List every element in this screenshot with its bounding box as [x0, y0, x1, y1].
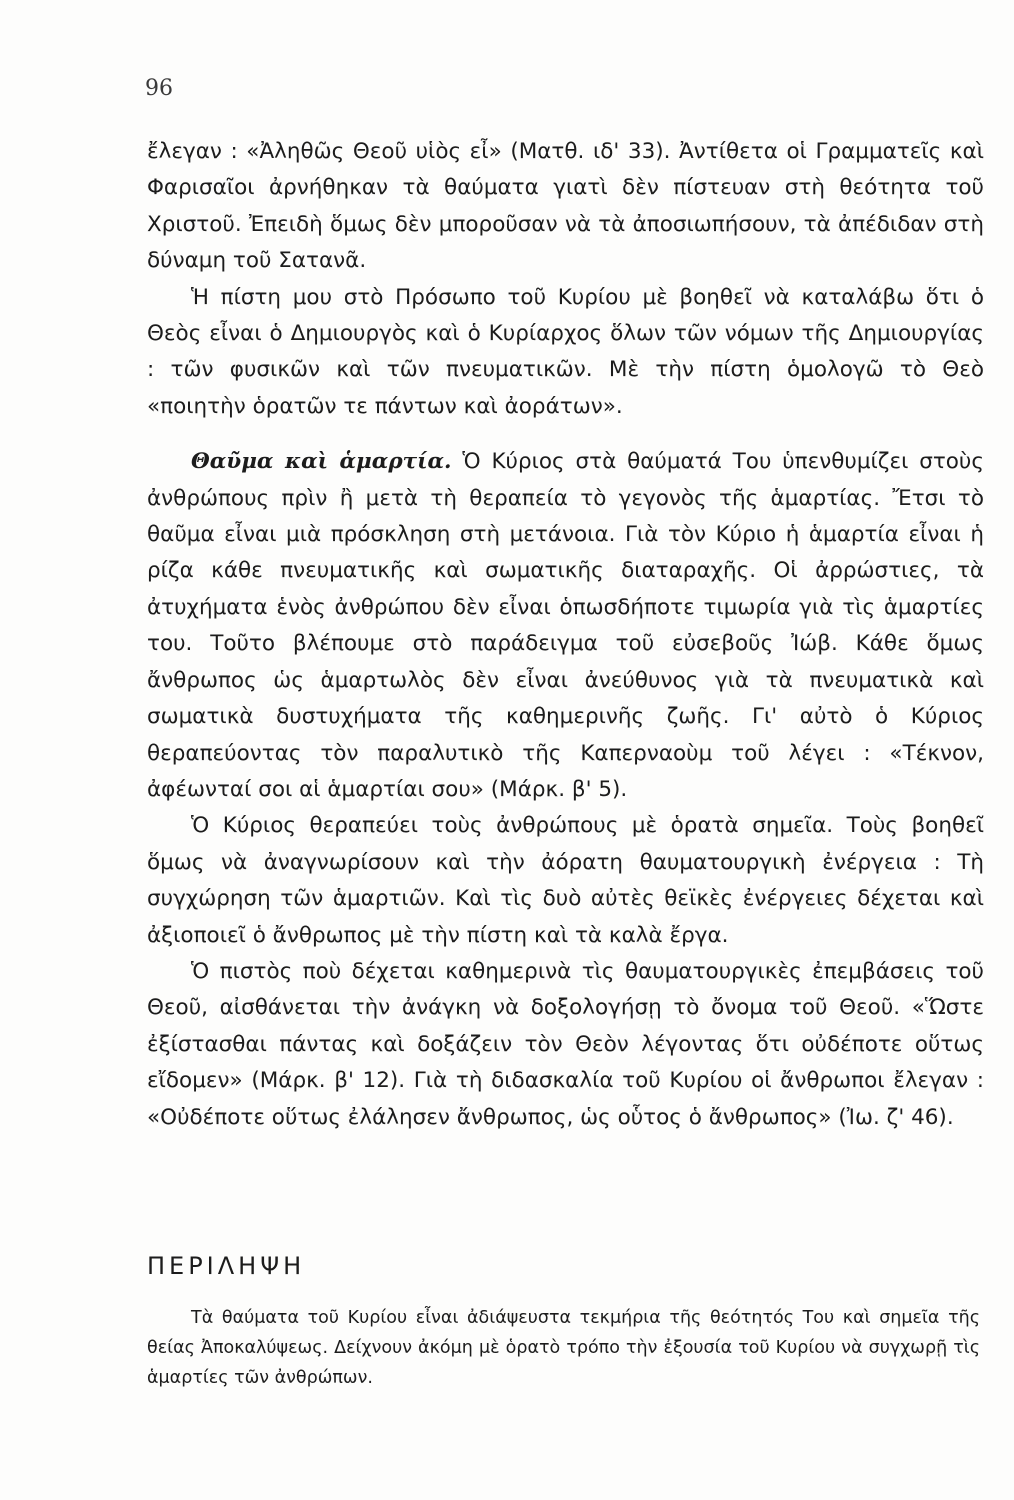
- summary-heading: ΠΕΡΙΛΗΨΗ: [147, 1252, 306, 1280]
- paragraph-4: Ὁ Κύριος θεραπεύει τοὺς ἀνθρώπους μὲ ὁρατὰ σημεῖα. Τοὺς βοηθεῖ ὅμως νὰ ἀναγνωρίσουν καὶ τὴν ἀόρατη θαυματουργικὴ ἐνέργεια : Τὴ συγχώρηση τῶν ἁμαρτιῶν. Καὶ τὶς δυὸ αὐτὲς θεϊκὲς ἐνέργειες δέχεται καὶ ἀξιοποιεῖ ὁ ἄνθρωπος μὲ τὴν πίστη καὶ τὰ καλὰ ἔργα.: [147, 813, 984, 948]
- summary-text: Τὰ θαύματα τοῦ Κυρίου εἶναι ἀδιάψευστα τεκμήρια τῆς θεότητός Του καὶ σημεῖα τῆς θείας Ἀποκαλύψεως. Δείχνουν ἀκόμη μὲ ὁρατὸ τρόπο τὴν ἐξουσία τοῦ Κυρίου νὰ συγχωρῇ τὶς ἁμαρτίες τῶν ἀνθρώπων.: [147, 1308, 980, 1388]
- paragraph-2: Ἡ πίστη μου στὸ Πρόσωπο τοῦ Κυρίου μὲ βοηθεῖ νὰ καταλάβω ὅτι ὁ Θεὸς εἶναι ὁ Δημιουργὸς καὶ ὁ Κυρίαρχος ὅλων τῶν νόμων τῆς Δημιουργίας : τῶν φυσικῶν καὶ τῶν πνευματικῶν. Μὲ τὴν πίστη ὁμολογῶ τὸ Θεὸ «ποιητὴν ὁρατῶν τε πάντων καὶ ἀοράτων».: [147, 284, 984, 419]
- main-text: [147, 134, 984, 1136]
- section-heading-miracle-and-sin: Θαῦμα καὶ ἁμαρτία.: [191, 449, 452, 475]
- paragraph-5: Ὁ πιστὸς ποὺ δέχεται καθημερινὰ τὶς θαυματουργικὲς ἐπεμβάσεις τοῦ Θεοῦ, αἰσθάνεται τὴν ἀνάγκη νὰ δοξολογήσῃ τὸ ὄνομα τοῦ Θεοῦ. «Ὥστε ἐξίστασθαι πάντας καὶ δοξάζειν τὸν Θεὸν λέγοντας ὅτι οὐδέποτε οὕτως εἴδομεν» (Μάρκ. β' 12). Γιὰ τὴ διδασκαλία τοῦ Κυρίου οἱ ἄνθρωποι ἔλεγαν : «Οὐδέποτε οὕτως ἐλάλησεν ἄνθρωπος, ὡς οὗτος ὁ ἄνθρωπος» (Ἰω. ζ' 46).: [147, 958, 984, 1130]
- paragraph-1: ἔλεγαν : «Ἀληθῶς Θεοῦ υἱὸς εἶ» (Ματθ. ιδ' 33). Ἀντίθετα οἱ Γραμματεῖς καὶ Φαρισαῖοι ἀρνήθηκαν τὰ θαύματα γιατὶ δὲν πίστευαν στὴ θεότητα τοῦ Χριστοῦ. Ἐπειδὴ ὅμως δὲν μποροῦσαν νὰ τὰ ἀποσιωπήσουν, τὰ ἀπέδιδαν στὴ δύναμη τοῦ Σατανᾶ.: [147, 139, 984, 274]
- page-number: 96: [145, 76, 173, 101]
- paragraph-3-text: Ὁ Κύριος στὰ θαύματά Του ὑπενθυμίζει στοὺς ἀνθρώπους πρὶν ἢ μετὰ τὴ θεραπεία τὸ γεγονὸς τῆς ἁμαρτίας. Ἔτσι τὸ θαῦμα εἶναι μιὰ πρόσκληση στὴ μετάνοια. Γιὰ τὸν Κύριο ἡ ἁμαρτία εἶναι ἡ ρίζα κάθε πνευματικῆς καὶ σωματικῆς διαταραχῆς. Οἱ ἀρρώστιες, τὰ ἀτυχήματα ἑνὸς ἀνθρώπου δὲν εἶναι ὁπωσδήποτε τιμωρία γιὰ τὶς ἁμαρτίες του. Τοῦτο βλέπουμε στὸ παράδειγμα τοῦ εὐσεβοῦς Ἰώβ. Κάθε ὅμως ἄνθρωπος ὡς ἁμαρτωλὸς δὲν εἶναι ἀνεύθυνος γιὰ τὰ πνευματικὰ καὶ σωματικὰ δυστυχήματα τῆς καθημερινῆς ζωῆς. Γι' αὐτὸ ὁ Κύριος θεραπεύοντας τὸν παραλυτικὸ τῆς Καπερναοὺμ τοῦ λέγει : «Τέκνον, ἀφέωνταί σοι αἱ ἁμαρτίαι σου» (Μάρκ. β' 5).: [147, 449, 984, 802]
- paragraph-3: [147, 444, 984, 808]
